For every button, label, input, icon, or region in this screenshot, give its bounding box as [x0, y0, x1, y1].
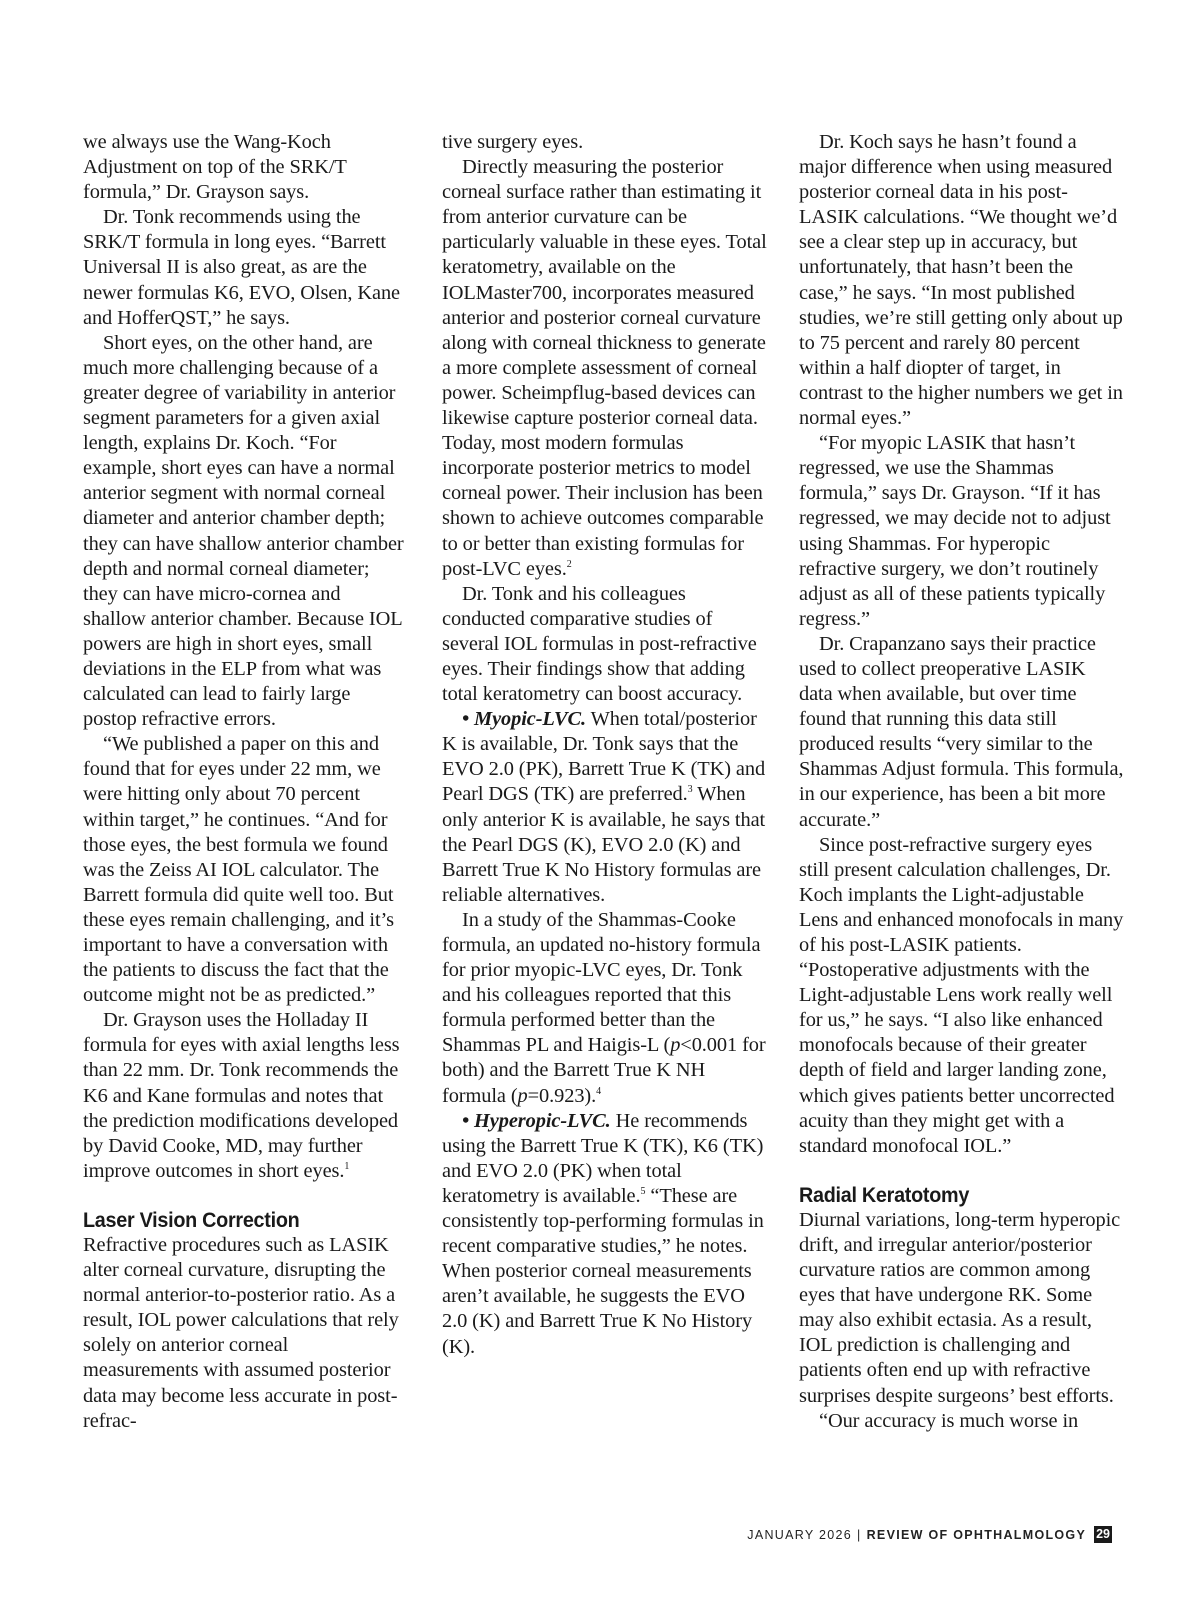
paragraph: “Our accuracy is much worse in: [819, 1409, 1079, 1432]
text-column-3: [799, 130, 1124, 1434]
p-value-symbol: p: [670, 1034, 681, 1057]
p-value-symbol: p: [517, 1084, 528, 1107]
paragraph: [442, 155, 767, 582]
bullet-hyperopic-lvc: [442, 1109, 767, 1360]
section-heading-radial-keratotomy: Radial Keratotomy: [799, 1182, 970, 1207]
bullet-myopic-lvc: [442, 707, 767, 908]
paragraph: we always use the Wang-Koch Adjustment on top of the SRK/T formula,” Dr. Grayson says.: [83, 131, 347, 204]
text-column-2: [442, 130, 767, 1360]
page-number: 29: [1096, 1527, 1110, 1541]
paragraph-text: He recommends using the Barrett True K (TK), K6 (TK) and EVO 2.0 (PK) when total keratometry is available.: [442, 1109, 764, 1207]
paragraph: Short eyes, on the other hand, are much more challenging because of a greater degree of variability in anterior segment parameters for a given axial length, explains Dr. Koch. “For example, short eyes can have a normal anterior segment with normal corneal diameter and anterior chamber depth; they can have shallow anterior chamber depth and normal corneal diameter; they can have micro-cornea and shallow anterior chamber. Because IOL powers are high in short eyes, small deviations in the ELP from what was calculated can lead to fairly large postop refractive errors.: [83, 331, 404, 731]
paragraph: Refractive procedures such as LASIK alter corneal curvature, disrupting the normal anterior-to-posterior ratio. As a result, IOL power calculations that rely solely on anterior corneal measurements with assumed posterior data may become less accurate in post-refrac-: [83, 1233, 399, 1432]
page-footer: [747, 1526, 1112, 1543]
bullet-lead: • Myopic-LVC.: [462, 708, 587, 731]
paragraph: Dr. Tonk recommends using the SRK/T formula in long eyes. “Barrett Universal II is also great, as are the newer formulas K6, EVO, Olsen, Kane and HofferQST,” he says.: [83, 206, 400, 329]
reference-superscript: 5: [640, 1186, 646, 1198]
text-column-1: [83, 130, 408, 1434]
paragraph: Dr. Crapanzano says their practice used to collect preoperative LASIK data when available, but over time found that running this data still produced results “very similar to the Shammas Adjust formula. This formula, in our experience, has been a bit more accurate.”: [799, 632, 1124, 831]
magazine-name: REVIEW OF OPHTHALMOLOGY: [866, 1527, 1087, 1542]
paragraph-text: In a study of the Shammas-Cooke formula, an updated no-history formula for prior myopic-LVC eyes, Dr. Tonk and his colleagues reported that this formula performed better than the Shammas PL and Haigis-L (: [442, 908, 761, 1057]
paragraph-text: When total/posterior K is available, Dr. Tonk says that the EVO 2.0 (PK), Barrett True K (TK) and Pearl DGS (TK) are preferred.: [442, 708, 766, 806]
paragraph: [442, 908, 767, 1109]
paragraph: Since post-refractive surgery eyes still present calculation challenges, Dr. Koch implants the Light-adjustable Lens and enhanced monofocals in many of his post-LASIK patients. “Postoperative adjustments with the Light-adjustable Lens work really well for us,” he says. “I also like enhanced monofocals because of their greater depth of field and larger landing zone, which gives patients better uncorrected acuity than they might get with a standard monofocal IOL.”: [799, 833, 1124, 1157]
paragraph-text: When only anterior K is available, he says that the Pearl DGS (K), EVO 2.0 (K) and Barrett True K No History formulas are reliable alternatives.: [442, 783, 766, 906]
reference-superscript: 1: [344, 1161, 350, 1173]
section-heading-laser-vision-correction: Laser Vision Correction: [83, 1207, 300, 1232]
paragraph-text: <0.001 for both) and the Barrett True K NH formula (: [442, 1034, 766, 1107]
reference-superscript: 4: [596, 1085, 602, 1097]
paragraph: tive surgery eyes.: [442, 131, 584, 153]
paragraph: Dr. Koch says he hasn’t found a major difference when using measured posterior corneal data in his post-LASIK calculations. “We thought we’d see a clear step up in accuracy, but unfortunately, that hasn’t been the case,” he says. “In most published studies, we’re still getting only about up to 75 percent and rarely 80 percent within a half diopter of target, in contrast to the higher numbers we get in normal eyes.”: [799, 131, 1123, 430]
footer-separator: |: [857, 1527, 862, 1542]
reference-superscript: 2: [566, 558, 572, 570]
paragraph: “We published a paper on this and found that for eyes under 22 mm, we were hitting only about 70 percent within target,” he continues. “And for those eyes, the best formula we found was the Zeiss AI IOL calculator. The Barrett formula did quite well too. But these eyes remain challenging, and it’s important to have a conversation with the patients to discuss the fact that the outcome might not be as predicted.”: [83, 733, 394, 1007]
paragraph: Diurnal variations, long-term hyperopic drift, and irregular anterior/posterior curvature ratios are common among eyes that have undergone RK. Some may also exhibit ectasia. As a result, IOL prediction is challenging and patients often end up with refractive surprises despite surgeons’ best efforts.: [799, 1208, 1121, 1407]
paragraph-text: Directly measuring the posterior corneal surface rather than estimating it from anterior curvature can be particularly valuable in these eyes. Total keratometry, available on the IOLMaster700, incorporates measured anterior and posterior corneal curvature along with corneal thickness to generate a more complete assessment of corneal power. Scheimpflug-based devices can likewise capture posterior corneal data. Today, most modern formulas incorporate posterior metrics to model corneal power. Their inclusion has been shown to achieve outcomes comparable to or better than existing formulas for post-LVC eyes.: [442, 156, 767, 580]
paragraph-text: Dr. Grayson uses the Holladay II formula for eyes with axial lengths less than 22 mm. Dr. Tonk recommends the K6 and Kane formulas and notes that the prediction modifications developed by David Cooke, MD, may further improve outcomes in short eyes.: [83, 1009, 400, 1182]
paragraph: “For myopic LASIK that hasn’t regressed, we use the Shammas formula,” says Dr. Grayson. “If it has regressed, we may decide not to adjust using Shammas. For hyperopic refractive surgery, we don’t routinely adjust as all of these patients typically regress.”: [799, 432, 1111, 630]
paragraph: Dr. Tonk and his colleagues conducted comparative studies of several IOL formulas in post-refractive eyes. Their findings show that adding total keratometry can boost accuracy.: [442, 582, 757, 706]
bullet-lead: • Hyperopic-LVC.: [462, 1109, 611, 1132]
paragraph: [83, 1008, 408, 1184]
paragraph-text: “These are consistently top-performing formulas in recent comparative studies,” he notes. When posterior corneal measurements aren’t available, he suggests the EVO 2.0 (K) and Barrett True K No History (K).: [442, 1184, 764, 1358]
reference-superscript: 3: [687, 784, 693, 796]
issue-date: JANUARY 2026: [747, 1527, 853, 1542]
paragraph-text: =0.923).: [527, 1084, 597, 1107]
